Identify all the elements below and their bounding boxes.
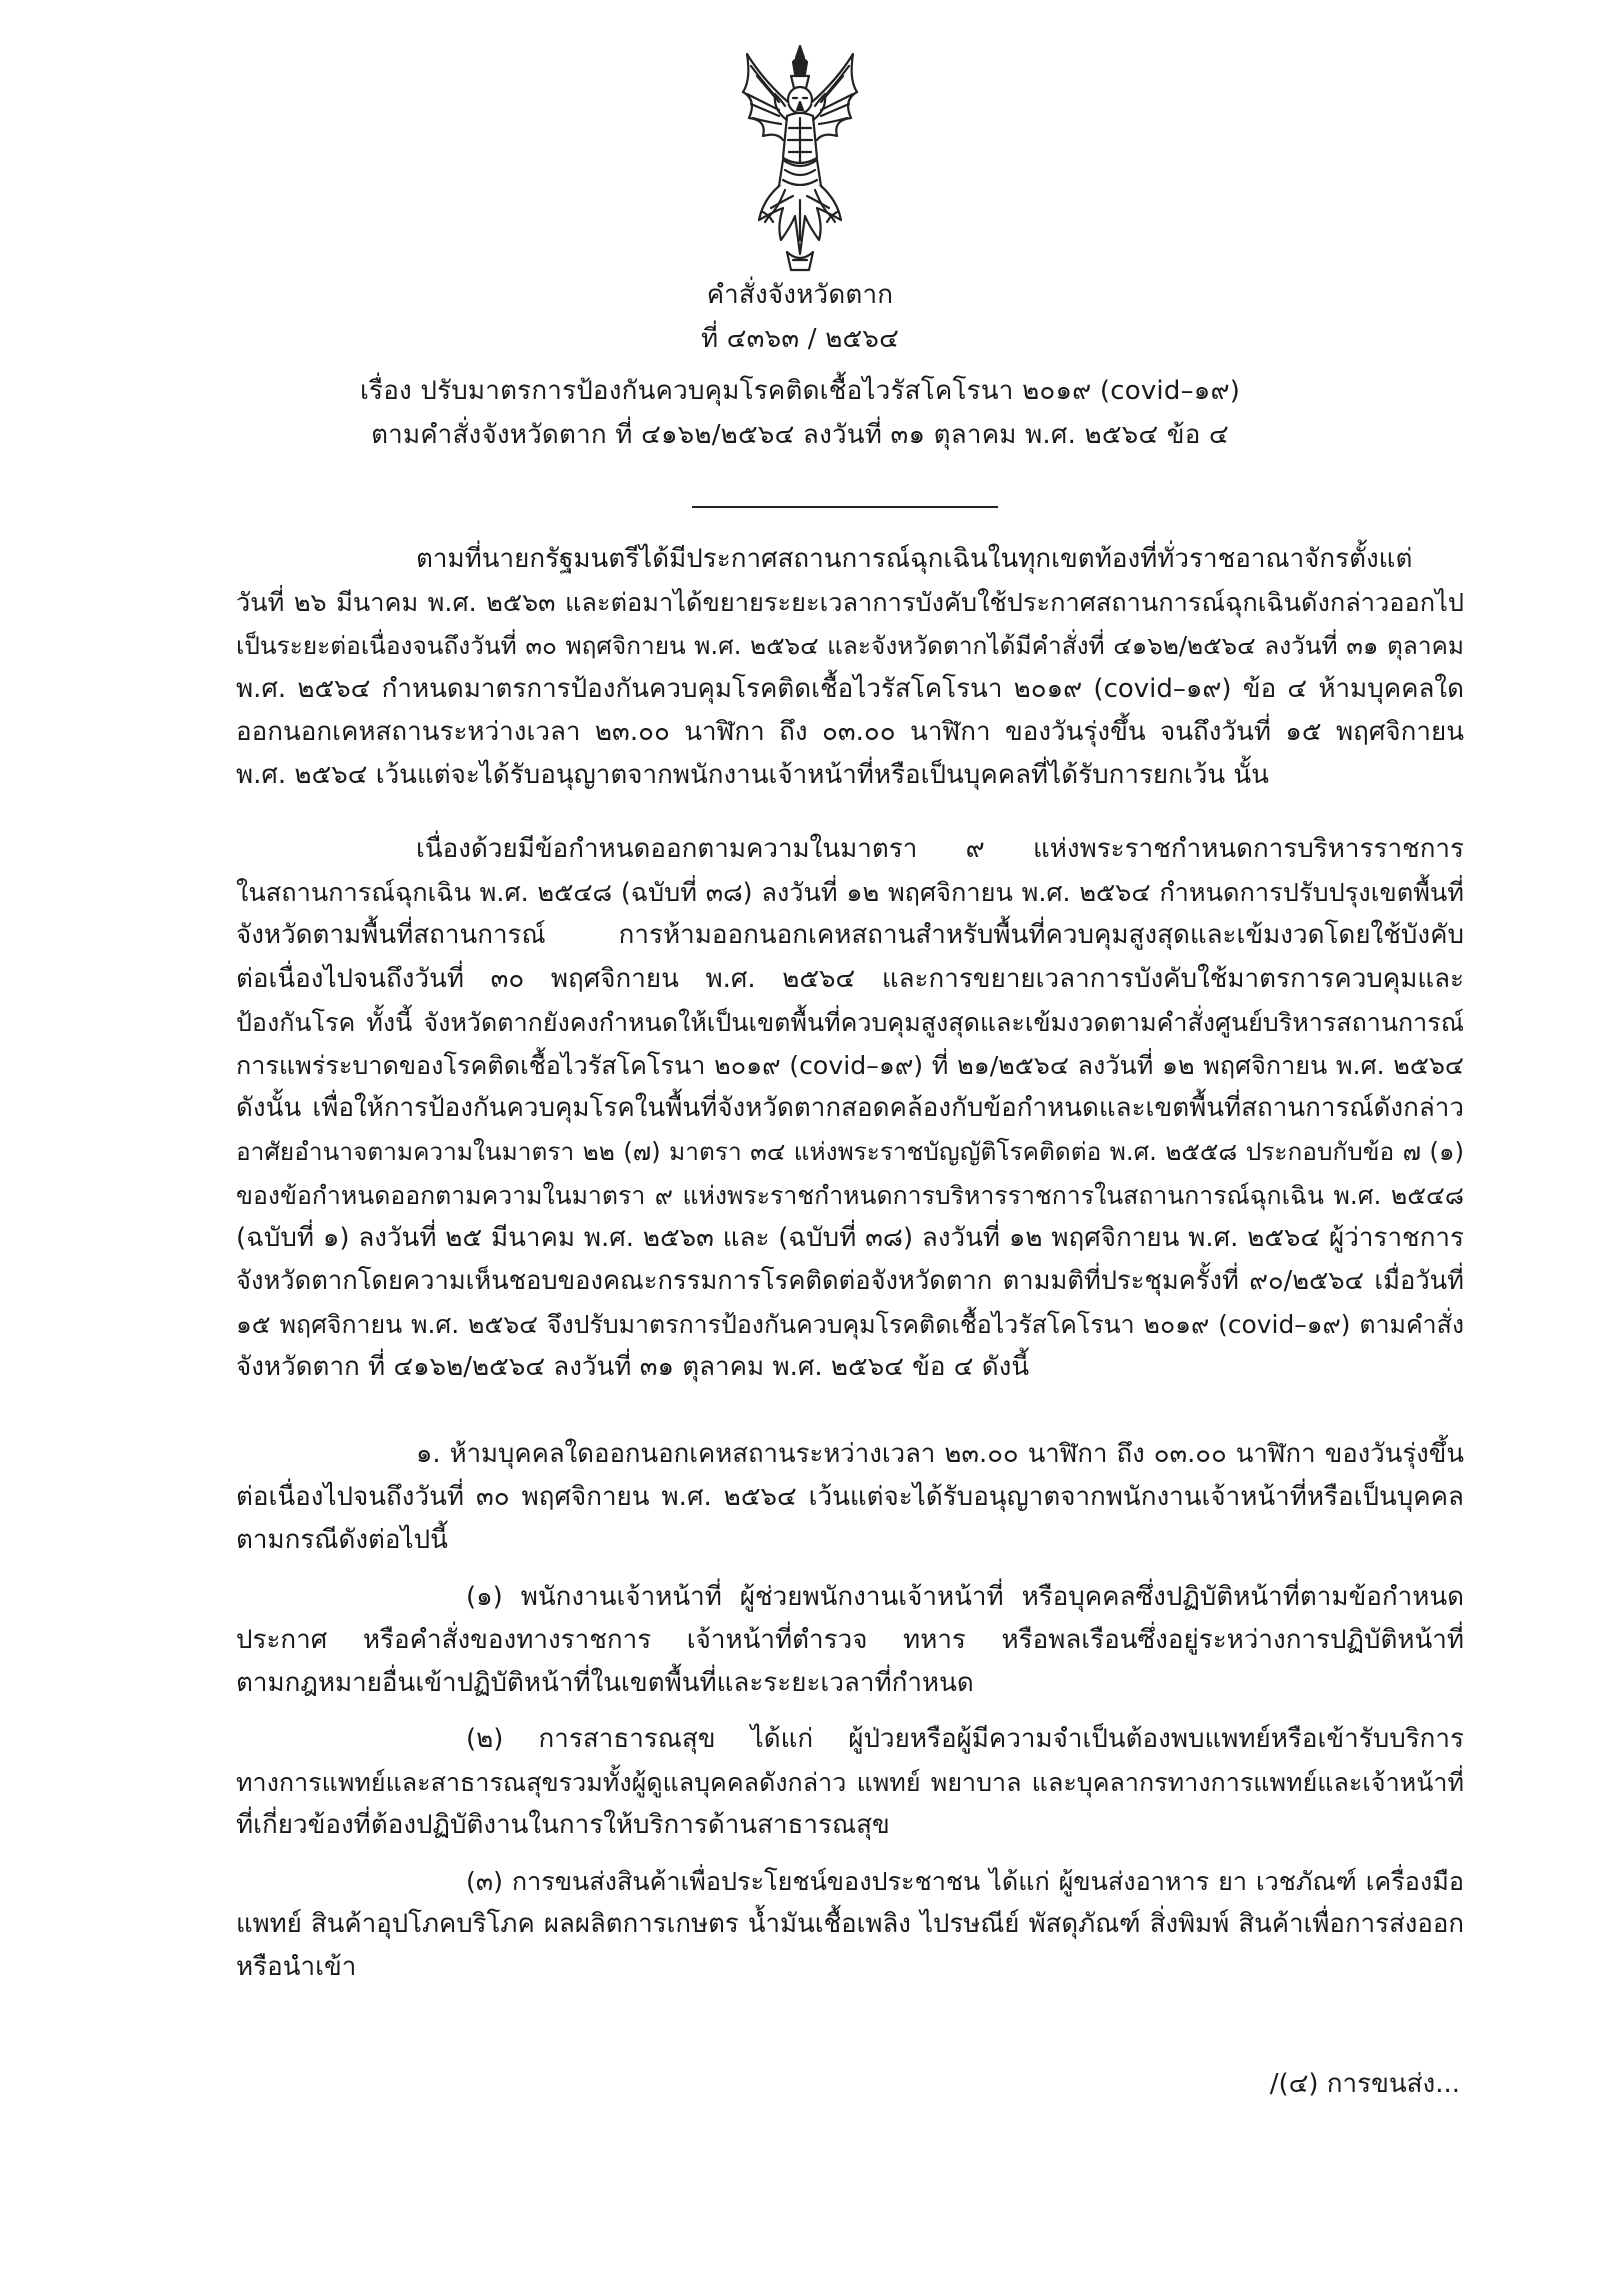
sub-item-3-line: (๓) การขนส่งสินค้าเพื่อประโยชน์ของประชาชน ได้แก่ ผู้ขนส่งอาหาร ยา เวชภัณฑ์ เครื่องมือ [466,1867,1464,1896]
paragraph-2-line: เนื่องด้วยมีข้อกำหนดออกตามความในมาตรา ๙ แห่งพระราชกำหนดการบริหารราชการ [416,834,1464,864]
sub-item-1-line: ตามกฎหมายอื่นเข้าปฏิบัติหน้าที่ในเขตพื้นที่และระยะเวลาที่กำหนด [236,1668,974,1699]
sub-item-1-line: (๑) พนักงานเจ้าหน้าที่ ผู้ช่วยพนักงานเจ้าหน้าที่ หรือบุคคลซึ่งปฏิบัติหน้าที่ตามข้อกำหนด [466,1582,1464,1612]
paragraph-1-line: พ.ศ. ๒๕๖๔ เว้นแต่จะได้รับอนุญาตจากพนักงานเจ้าหน้าที่หรือเป็นบุคคลที่ได้รับการยกเว้น นั้น [236,760,1269,791]
header-divider [692,506,998,508]
sub-item-1-line: ประกาศ หรือคำสั่งของทางราชการ เจ้าหน้าที่ตำรวจ ทหาร หรือพลเรือนซึ่งอยู่ระหว่างการปฏิบัติหน้าที่ [236,1625,1464,1656]
order-title: คำสั่งจังหวัดตาก [706,280,894,310]
paragraph-1-line: ตามที่นายกรัฐมนตรีได้มีประกาศสถานการณ์ฉุกเฉินในทุกเขตท้องที่ทั่วราชอาณาจักรตั้งแต่ [416,544,1413,574]
sub-item-2 [236,1718,1464,1848]
item-1-line: ตามกรณีดังต่อไปนี้ [236,1525,448,1556]
paragraph-2-line: ต่อเนื่องไปจนถึงวันที่ ๓๐ พฤศจิกายน พ.ศ. ๒๕๖๔ และการขยายเวลาการบังคับใช้มาตรการควบคุมและ [236,963,1464,994]
paragraph-1-line: ออกนอกเคหสถานระหว่างเวลา ๒๓.๐๐ นาฬิกา ถึง ๐๓.๐๐ นาฬิกา ของวันรุ่งขึ้น จนถึงวันที่ ๑๕ พฤศจิกายน [236,716,1464,747]
paragraph-2-line: ๑๕ พฤศจิกายน พ.ศ. ๒๕๖๔ จึงปรับมาตรการป้องกันควบคุมโรคติดเชื้อไวรัสโคโรนา ๒๐๑๙ (covid–๑๙) ตามคำสั่ง [236,1310,1464,1340]
sub-item-2-line: ทางการแพทย์และสาธารณสุขรวมทั้งผู้ดูแลบุคคลดังกล่าว แพทย์ พยาบาล และบุคลากรทางการแพทย์และเจ้าหน้าที่ [236,1768,1464,1798]
paragraph-2-line: ป้องกันโรค ทั้งนี้ จังหวัดตากยังคงกำหนดให้เป็นเขตพื้นที่ควบคุมสูงสุดและเข้มงวดตามคำสั่งศูนย์บริหารสถานการณ์ [236,1007,1464,1037]
sub-item-2-line: ที่เกี่ยวข้องที่ต้องปฏิบัติงานในการให้บริการด้านสาธารณสุข [236,1810,890,1841]
paragraph-1-line: พ.ศ. ๒๕๖๔ กำหนดมาตรการป้องกันควบคุมโรคติดเชื้อไวรัสโคโรนา ๒๐๑๙ (covid–๑๙) ข้อ ๔ ห้ามบุคคลใด [236,673,1464,704]
paragraph-2-line: การแพร่ระบาดของโรคติดเชื้อไวรัสโคโรนา ๒๐๑๙ (covid–๑๙) ที่ ๒๑/๒๕๖๔ ลงวันที่ ๑๒ พฤศจิกายน พ.ศ. ๒๕๖๔ [236,1051,1464,1081]
paragraph-2-line: ดังนั้น เพื่อให้การป้องกันควบคุมโรคในพื้นที่จังหวัดตากสอดคล้องกับข้อกำหนดและเขตพื้นที่สถานการณ์ดังกล่าว [236,1093,1464,1124]
order-subject-line-1: เรื่อง ปรับมาตรการป้องกันควบคุมโรคติดเชื้อไวรัสโคโรนา ๒๐๑๙ (covid–๑๙) [359,376,1241,406]
paragraph-2-line: ของข้อกำหนดออกตามความในมาตรา ๙ แห่งพระราชกำหนดการบริหารราชการในสถานการณ์ฉุกเฉิน พ.ศ. ๒๕๔๘ [236,1180,1464,1210]
paragraph-1 [236,538,1464,797]
sub-item-3-line: หรือนำเข้า [236,1952,357,1983]
order-number: ที่ ๔๓๖๓ / ๒๕๖๔ [700,324,900,354]
paragraph-1-line: เป็นระยะต่อเนื่องจนถึงวันที่ ๓๐ พฤศจิกายน พ.ศ. ๒๕๖๔ และจังหวัดตากได้มีคำสั่งที่ ๔๑๖๒/๒๕๖๔ ลงวันที่ ๓๑ ตุลาคม [236,631,1464,661]
paragraph-2 [236,828,1464,1390]
paragraph-2-line: จังหวัดตากโดยความเห็นชอบของคณะกรรมการโรคติดต่อจังหวัดตาก ตามมติที่ประชุมครั้งที่ ๙๐/๒๕๖๔ เมื่อวันที่ [236,1266,1464,1297]
item-1-line: ๑. ห้ามบุคคลใดออกนอกเคหสถานระหว่างเวลา ๒๓.๐๐ นาฬิกา ถึง ๐๓.๐๐ นาฬิกา ของวันรุ่งขึ้น [416,1439,1464,1469]
item-1 [236,1433,1464,1563]
paragraph-2-line: อาศัยอำนาจตามความในมาตรา ๒๒ (๗) มาตรา ๓๔ แห่งพระราชบัญญัติโรคติดต่อ พ.ศ. ๒๕๕๘ ประกอบกับข้อ ๗ (๑) [236,1137,1464,1167]
sub-item-3-line: แพทย์ สินค้าอุปโภคบริโภค ผลผลิตการเกษตร น้ำมันเชื้อเพลิง ไปรษณีย์ พัสดุภัณฑ์ สิ่งพิมพ์ สินค้าเพื่อการส่งออก [236,1909,1464,1940]
sub-item-3 [236,1860,1464,1990]
page-continuation-note: /(๔) การขนส่ง... [1269,2069,1460,2099]
item-1-line: ต่อเนื่องไปจนถึงวันที่ ๓๐ พฤศจิกายน พ.ศ. ๒๕๖๔ เว้นแต่จะได้รับอนุญาตจากพนักงานเจ้าหน้าที่หรือเป็นบุคคล [236,1482,1464,1513]
paragraph-1-line: วันที่ ๒๖ มีนาคม พ.ศ. ๒๕๖๓ และต่อมาได้ขยายระยะเวลาการบังคับใช้ประกาศสถานการณ์ฉุกเฉินดังกล่าวออกไป [236,587,1464,618]
paragraph-2-line: จังหวัดตาก ที่ ๔๑๖๒/๒๕๖๔ ลงวันที่ ๓๑ ตุลาคม พ.ศ. ๒๕๖๔ ข้อ ๔ ดังนี้ [236,1352,1030,1383]
paragraph-2-line: (ฉบับที่ ๑) ลงวันที่ ๒๕ มีนาคม พ.ศ. ๒๕๖๓ และ (ฉบับที่ ๓๘) ลงวันที่ ๑๒ พฤศจิกายน พ.ศ. ๒๕๖๔ ผู้ว่าราชการ [236,1222,1464,1253]
sub-item-2-line: (๒) การสาธารณสุข ได้แก่ ผู้ป่วยหรือผู้มีความจำเป็นต้องพบแพทย์หรือเข้ารับบริการ [466,1724,1464,1754]
garuda-emblem-icon [733,40,867,280]
paragraph-2-line: ในสถานการณ์ฉุกเฉิน พ.ศ. ๒๕๔๘ (ฉบับที่ ๓๘) ลงวันที่ ๑๒ พฤศจิกายน พ.ศ. ๒๕๖๔ กำหนดการปรับปรุงเขตพื้นที่ [236,877,1464,908]
sub-item-1 [236,1576,1464,1706]
paragraph-2-line: จังหวัดตามพื้นที่สถานการณ์ การห้ามออกนอกเคหสถานสำหรับพื้นที่ควบคุมสูงสุดและเข้มงวดโดยใช้บังคับ [236,920,1464,951]
order-subject-line-2: ตามคำสั่งจังหวัดตาก ที่ ๔๑๖๒/๒๕๖๔ ลงวันที่ ๓๑ ตุลาคม พ.ศ. ๒๕๖๔ ข้อ ๔ [371,420,1229,450]
order-header [200,276,1400,466]
